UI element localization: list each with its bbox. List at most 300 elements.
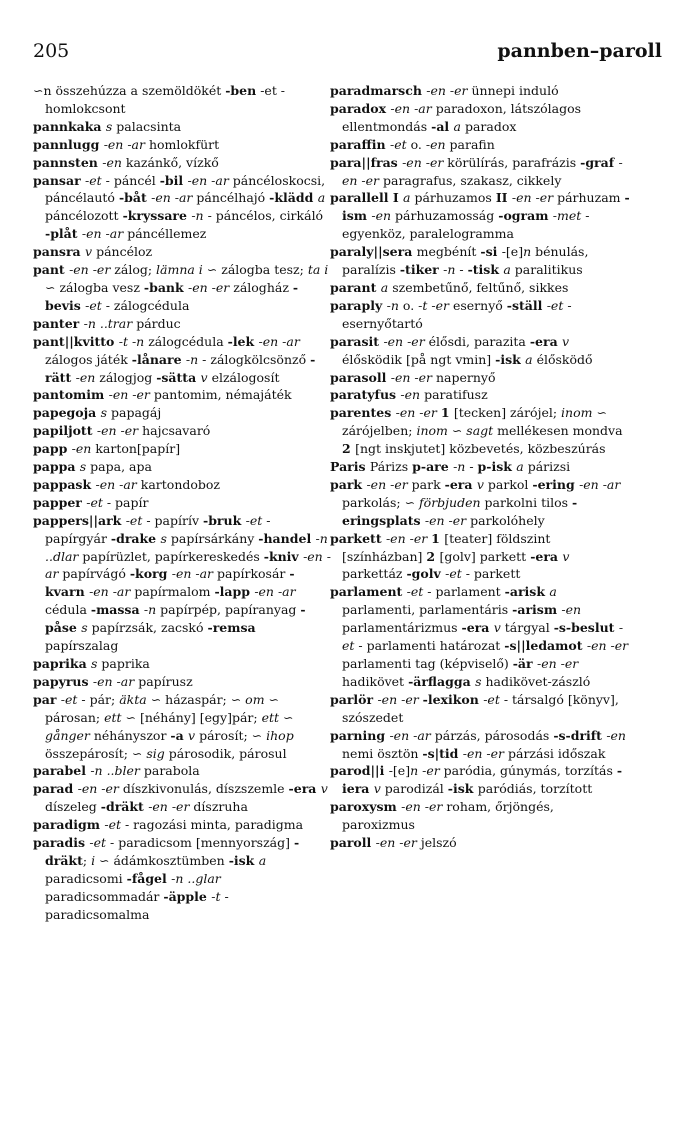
grammar-note: -en -er	[385, 530, 432, 546]
dictionary-entry	[330, 798, 630, 834]
definition-text: párhuzam	[557, 190, 625, 206]
definition-text: páncéloz	[96, 244, 153, 260]
dictionary-entry	[330, 583, 630, 690]
definition-text: hadikövet-zászló	[485, 673, 591, 689]
grammar-note: -en -er	[586, 638, 629, 654]
headword: parning	[330, 727, 390, 743]
grammar-note: a	[549, 584, 557, 600]
definition-text: zálogcédula	[148, 333, 228, 349]
dictionary-entry	[33, 82, 331, 118]
definition-text: ∽n összehúzza a szemöldökét	[33, 83, 226, 98]
definition-text: házaspár;	[165, 691, 231, 707]
dictionary-entry	[330, 243, 630, 279]
grammar-note: -en -er	[402, 154, 448, 170]
dictionary-entry	[33, 780, 331, 816]
definition-text: -[e]	[388, 763, 411, 779]
grammar-note: -en -ar	[92, 673, 139, 689]
definition-text: paralitikus	[514, 262, 583, 278]
definition-text: párosodik, párosul	[168, 745, 287, 761]
grammar-note: -en -ar	[95, 476, 141, 492]
grammar-note: -en	[371, 208, 396, 224]
definition-text: szembetűnő, feltűnő, sikkes	[392, 279, 569, 295]
headword: parasit	[330, 333, 384, 349]
definition-text: parkettáz	[342, 566, 407, 582]
headword: papp	[33, 441, 72, 457]
grammar-note: v	[493, 620, 505, 636]
dictionary-entry	[33, 512, 331, 655]
headword: parod||i	[330, 763, 389, 779]
dictionary-entry	[330, 82, 630, 100]
definition-text: párhuzamosság	[395, 208, 499, 224]
definition-text: párosít;	[199, 727, 252, 743]
headword: pantomim	[33, 387, 109, 403]
definition-text: - papír	[106, 494, 149, 510]
grammar-note: -et	[406, 584, 428, 600]
grammar-note: a	[380, 279, 393, 295]
headword: -ering	[532, 476, 580, 492]
headword: -ogram	[498, 208, 553, 224]
grammar-note: -en -er	[383, 333, 429, 349]
headword: 1	[440, 405, 454, 421]
grammar-note: -n ..trar	[83, 315, 137, 331]
grammar-note: v	[562, 333, 570, 349]
definition-text: parlamenti, parlamentáris	[342, 602, 513, 618]
definition-text: -	[469, 459, 478, 475]
headword: -tiker	[399, 262, 444, 278]
grammar-note: v	[562, 548, 570, 564]
definition-text: papírusz	[138, 673, 193, 689]
grammar-note: -en -er	[426, 83, 472, 98]
definition-text: - páncél	[105, 172, 160, 188]
grammar-note: s	[100, 405, 111, 421]
grammar-note: i ∽	[91, 852, 114, 868]
dictionary-entry	[330, 386, 630, 404]
grammar-note: -en -er	[69, 262, 115, 278]
dictionary-entry	[33, 494, 331, 512]
definition-text: -[e]	[501, 244, 524, 260]
grammar-note: -en -er	[188, 279, 234, 295]
headword: -iera	[342, 763, 623, 797]
definition-text: kartondoboz	[140, 476, 221, 492]
headword: -arisk	[504, 584, 550, 600]
definition-text: páncélhajó	[196, 190, 270, 206]
dictionary-entry	[33, 118, 331, 136]
headword: pappers||ark	[33, 512, 126, 528]
definition-text: zárójelben;	[342, 423, 417, 439]
headword: papper	[33, 494, 87, 510]
headword: -era	[288, 781, 321, 797]
headword: paradis	[33, 835, 90, 851]
headword: -ärflagga	[408, 673, 476, 689]
grammar-note: -t -n	[118, 333, 149, 349]
dictionary-entry	[33, 404, 331, 422]
headword: par	[33, 691, 61, 707]
headword: -kniv	[263, 548, 304, 564]
dictionary-entry	[33, 440, 331, 458]
grammar-note: -en -ar	[171, 566, 218, 582]
definition-text: [golv] parkett	[439, 548, 531, 564]
definition-text: o.	[410, 136, 426, 152]
headword: 1	[431, 530, 445, 546]
grammar-note: -t	[211, 888, 225, 904]
grammar-note: a	[258, 852, 267, 868]
headword: parasoll	[330, 369, 391, 385]
grammar-note: v	[373, 781, 385, 797]
dictionary-entry	[33, 476, 331, 494]
headword: paradox	[330, 100, 391, 116]
dictionary-entry	[330, 189, 630, 243]
grammar-note: -en -ar	[81, 226, 128, 242]
headword: -lexikon	[422, 691, 484, 707]
headword: -påse	[45, 602, 306, 636]
definition-text: zálogba tesz;	[221, 262, 308, 278]
grammar-note: -et	[85, 172, 106, 188]
headword: panter	[33, 315, 84, 331]
headword: -si	[480, 244, 502, 260]
headword: -s-drift	[553, 727, 607, 743]
definition-text: -	[459, 262, 468, 278]
definition-text: - páncélos, cirkáló	[207, 208, 324, 224]
definition-text: esernyő	[452, 297, 507, 313]
headword: parallell I	[330, 190, 404, 206]
headword: -isk	[228, 852, 259, 868]
grammar-note: -en -er	[462, 745, 508, 761]
grammar-note: -en	[425, 136, 450, 152]
grammar-note: -t -er	[418, 297, 453, 313]
grammar-note: a	[516, 459, 528, 475]
dictionary-entry	[33, 154, 331, 172]
definition-text: páncéllemez	[127, 226, 207, 242]
page-number: 205	[33, 40, 70, 62]
left-column	[33, 82, 331, 924]
definition-text: hajcsavaró	[142, 423, 211, 439]
grammar-note: -en -ar	[45, 548, 331, 582]
headword: pant	[33, 262, 70, 278]
dictionary-entry	[33, 243, 331, 261]
definition-text: díszeleg	[45, 799, 101, 815]
headword: -eringsplats	[342, 494, 578, 528]
grammar-note: ∽ förbjuden	[404, 494, 485, 510]
headword: -s-beslut	[553, 620, 619, 636]
dictionary-entry	[33, 816, 331, 834]
headword: -kvarn	[45, 566, 295, 600]
headword: paradigm	[33, 817, 105, 833]
grammar-note: a	[403, 190, 415, 206]
definition-text: parabola	[143, 763, 200, 779]
headword: parentes	[330, 405, 396, 421]
headword: -isk	[495, 351, 526, 367]
definition-text: - esernyőtartó	[342, 297, 572, 331]
definition-text: - pár;	[81, 691, 120, 707]
definition-text: díszkivonulás, díszszemle	[122, 781, 289, 797]
grammar-note: -en -ar	[187, 172, 233, 188]
grammar-note: -en	[561, 602, 582, 618]
guide-words: pannben–paroll	[497, 40, 662, 62]
definition-text: páncélozott	[45, 208, 123, 224]
headword: parkett	[330, 530, 386, 546]
grammar-note: -en -ar	[389, 727, 435, 743]
definition-text: párosan;	[45, 709, 105, 725]
dictionary-entry	[330, 530, 630, 584]
definition-text: paradox	[464, 118, 517, 134]
headword: -a	[170, 727, 189, 743]
grammar-note: -en -ar	[254, 584, 296, 600]
dictionary-entry	[330, 476, 630, 530]
definition-text: bénulás, paralízis	[342, 244, 589, 278]
definition-text: - egyenköz, paralelogramma	[342, 208, 590, 242]
definition-text: Párizs	[369, 459, 413, 475]
grammar-note: ett ∽	[104, 709, 140, 725]
grammar-note: a	[525, 351, 537, 367]
headword: parlör	[330, 691, 378, 707]
grammar-note: -n	[185, 351, 203, 367]
grammar-note: s	[81, 620, 92, 636]
grammar-note: -et	[85, 297, 106, 313]
definition-text: - paradicsom [mennyország]	[110, 835, 294, 851]
grammar-note: -et	[245, 512, 267, 528]
headword: pant||kvitto	[33, 333, 119, 349]
definition-text: zálogház	[233, 279, 293, 295]
headword: 2	[426, 548, 440, 564]
dictionary-entry	[33, 261, 331, 315]
dictionary-entry	[33, 136, 331, 154]
dictionary-entry	[330, 762, 630, 798]
definition-text: paradicsomi	[45, 870, 127, 886]
definition-text: -et - homlokcsont	[45, 83, 286, 116]
definition-text: o.	[402, 297, 419, 313]
headword: para||fras	[330, 154, 403, 170]
grammar-note: -en	[75, 369, 100, 385]
definition-text: paragrafus, szakasz, cikkely	[383, 172, 562, 188]
grammar-note: -en	[102, 154, 126, 170]
headword: -drake	[110, 530, 161, 546]
headword: p-isk	[477, 459, 517, 475]
headword: pansra	[33, 244, 86, 260]
definition-text: hadikövet	[342, 673, 409, 689]
definition-text: jelszó	[420, 835, 457, 851]
definition-text: tárgyal	[504, 620, 554, 636]
definition-text: párzási időszak	[507, 745, 606, 761]
headword: -ben	[225, 83, 257, 98]
headword: paratyfus	[330, 387, 401, 403]
right-column	[330, 82, 630, 852]
grammar-note: a	[453, 118, 465, 134]
definition-text: napernyő	[435, 369, 496, 385]
grammar-note: lämna i ∽	[156, 262, 222, 278]
dictionary-entry	[330, 727, 630, 763]
definition-text: [néhány] [egy]pár;	[139, 709, 262, 725]
headword: -lapp	[214, 584, 255, 600]
grammar-note: s	[105, 118, 117, 134]
headword: parant	[330, 279, 381, 295]
headword: pannkaka	[33, 118, 106, 134]
grammar-note: -en -er	[395, 405, 441, 421]
definition-text: zálogba vesz	[59, 279, 144, 295]
definition-text: paradicsommadár	[45, 888, 164, 904]
headword: pannsten	[33, 154, 103, 170]
grammar-note: -en -ar	[151, 190, 197, 206]
headword: -dräkt	[100, 799, 149, 815]
headword: -bevis	[45, 279, 299, 313]
definition-text: zálogos játék	[45, 351, 132, 367]
grammar-note: n	[523, 244, 536, 260]
dictionary-entry	[330, 458, 630, 476]
headword: -plåt	[45, 226, 82, 242]
headword: paraly||sera	[330, 244, 417, 260]
definition-text: - társalgó [könyv], szószedet	[342, 691, 619, 725]
definition-text: parlamentárizmus	[342, 620, 462, 636]
definition-text: [tecken] zárójel;	[453, 405, 562, 421]
definition-text: cédula	[45, 602, 91, 618]
headword: -tisk	[467, 262, 504, 278]
headword: -handel	[258, 530, 316, 546]
dictionary-entry	[330, 691, 630, 727]
dictionary-entry	[330, 297, 630, 333]
headword: -sätta	[156, 369, 201, 385]
grammar-note: -et	[483, 691, 504, 707]
grammar-note: -et	[445, 566, 466, 582]
definition-text: körülírás, parafrázis	[447, 154, 581, 170]
definition-text: - zálogkölcsönző	[202, 351, 311, 367]
grammar-note: ta i ∽	[45, 262, 329, 295]
headword: -lek	[227, 333, 259, 349]
dictionary-entry	[33, 762, 331, 780]
grammar-note: v	[320, 781, 328, 797]
definition-text: parkolni tilos	[484, 494, 573, 510]
headword: -isk	[447, 781, 478, 797]
definition-text: zálogjog	[99, 369, 157, 385]
definition-text: - parlamenti határozat	[358, 638, 505, 654]
definition-text: - ragozási minta, paradigma	[124, 817, 304, 833]
dictionary-entry	[33, 655, 331, 673]
dictionary-entry	[33, 386, 331, 404]
headword: paroll	[330, 835, 376, 851]
grammar-note: -n	[143, 602, 161, 618]
headword: -bank	[143, 279, 189, 295]
definition-text: párzás, párosodás	[434, 727, 554, 743]
definition-text: - paradicsomalma	[45, 888, 229, 922]
headword: paprika	[33, 656, 92, 671]
definition-text: kazánkő, vízkő	[125, 154, 219, 170]
headword: 2	[342, 441, 356, 457]
definition-text: paprika	[101, 656, 150, 671]
headword: -al	[431, 118, 454, 134]
dictionary-entry	[33, 422, 331, 440]
headword: paradmarsch	[330, 83, 427, 98]
definition-text: parodizál	[384, 781, 448, 797]
headword: pappask	[33, 476, 96, 492]
grammar-note: -en -er	[536, 656, 579, 671]
grammar-note: -en -er	[342, 154, 623, 188]
grammar-note: -et	[60, 691, 82, 707]
definition-text: élősködő	[536, 351, 593, 367]
headword: p-are	[412, 459, 454, 475]
dictionary-entry	[330, 136, 630, 154]
grammar-note: ∽ sig	[131, 745, 169, 761]
grammar-note: s	[160, 530, 171, 546]
headword: -dräkt	[45, 835, 300, 868]
definition-text: paródia, gúnymás, torzítás	[443, 763, 617, 779]
definition-text: megbénít	[416, 244, 481, 260]
definition-text: papírszalag	[45, 638, 119, 654]
headword: -s||ledamot	[504, 638, 587, 654]
definition-text: párhuzamos	[414, 190, 496, 206]
headword: park	[330, 476, 367, 492]
definition-text: paratifusz	[424, 387, 488, 403]
dictionary-entry	[33, 315, 331, 333]
dictionary-entry	[330, 333, 630, 369]
headword: -arism	[512, 602, 562, 618]
grammar-note: -en -er	[390, 369, 436, 385]
grammar-note: -en -ar	[390, 100, 436, 116]
grammar-note: -en -er	[424, 512, 471, 528]
definition-text: papírmalom	[134, 584, 215, 600]
headword: -massa	[90, 602, 144, 618]
dictionary-entry	[330, 279, 630, 297]
dictionary-entry	[330, 154, 630, 190]
definition-text: páncéloskocsi, páncélautó	[45, 172, 326, 206]
definition-text: - zálogcédula	[105, 297, 190, 313]
grammar-note: -en -er	[377, 691, 423, 707]
headword: -bil	[159, 172, 188, 188]
page-header	[33, 36, 662, 66]
grammar-note: -met	[552, 208, 586, 224]
definition-text: paródiás, torzított	[477, 781, 593, 797]
grammar-note: inom ∽ sagt	[416, 423, 498, 439]
headword: -ism	[342, 190, 630, 224]
grammar-note: -n	[191, 208, 208, 224]
definition-text: papa, apa	[90, 459, 152, 475]
headword: Paris	[330, 459, 370, 475]
definition-text: - papírgyár	[45, 512, 271, 546]
grammar-note: -en -ar	[258, 333, 300, 349]
definition-text: - parlament	[427, 584, 505, 600]
grammar-note: -n ..glar	[171, 870, 221, 886]
grammar-note: -en	[400, 387, 425, 403]
definition-text: ünnepi induló	[471, 83, 559, 98]
definition-text: - parkett	[465, 566, 521, 582]
grammar-note: inom ∽	[561, 405, 607, 421]
grammar-note: -en -er	[511, 190, 558, 206]
dictionary-entry	[33, 458, 331, 476]
definition-text: nemi ösztön	[342, 745, 423, 761]
dictionary-entry	[330, 100, 630, 136]
headword: paraply	[330, 297, 387, 313]
definition-text: elzálogosít	[211, 369, 280, 385]
headword: -s|tid	[422, 745, 463, 761]
grammar-note: a	[317, 190, 326, 206]
grammar-note: v	[85, 244, 97, 260]
definition-text: papírüzlet, papírkereskedés	[82, 548, 264, 564]
headword: -era	[461, 620, 494, 636]
definition-text: [teater] földszint [színházban]	[342, 530, 551, 564]
definition-text: díszruha	[193, 799, 248, 815]
grammar-note: n -er	[410, 763, 444, 779]
grammar-note: -n	[453, 459, 470, 475]
grammar-note: -en -er	[375, 835, 421, 851]
headword: -kryssare	[122, 208, 192, 224]
grammar-note: -et	[86, 494, 107, 510]
definition-text: papírsárkány	[170, 530, 259, 546]
grammar-note: s	[79, 459, 91, 475]
grammar-note: ∽ ihop	[251, 727, 294, 743]
headword: -äpple	[163, 888, 212, 904]
grammar-note: -en -ar	[89, 584, 135, 600]
grammar-note: -en -er	[77, 781, 123, 797]
headword: -era	[530, 548, 563, 564]
definition-text: palacsinta	[116, 118, 182, 134]
dictionary-entry	[33, 691, 331, 763]
